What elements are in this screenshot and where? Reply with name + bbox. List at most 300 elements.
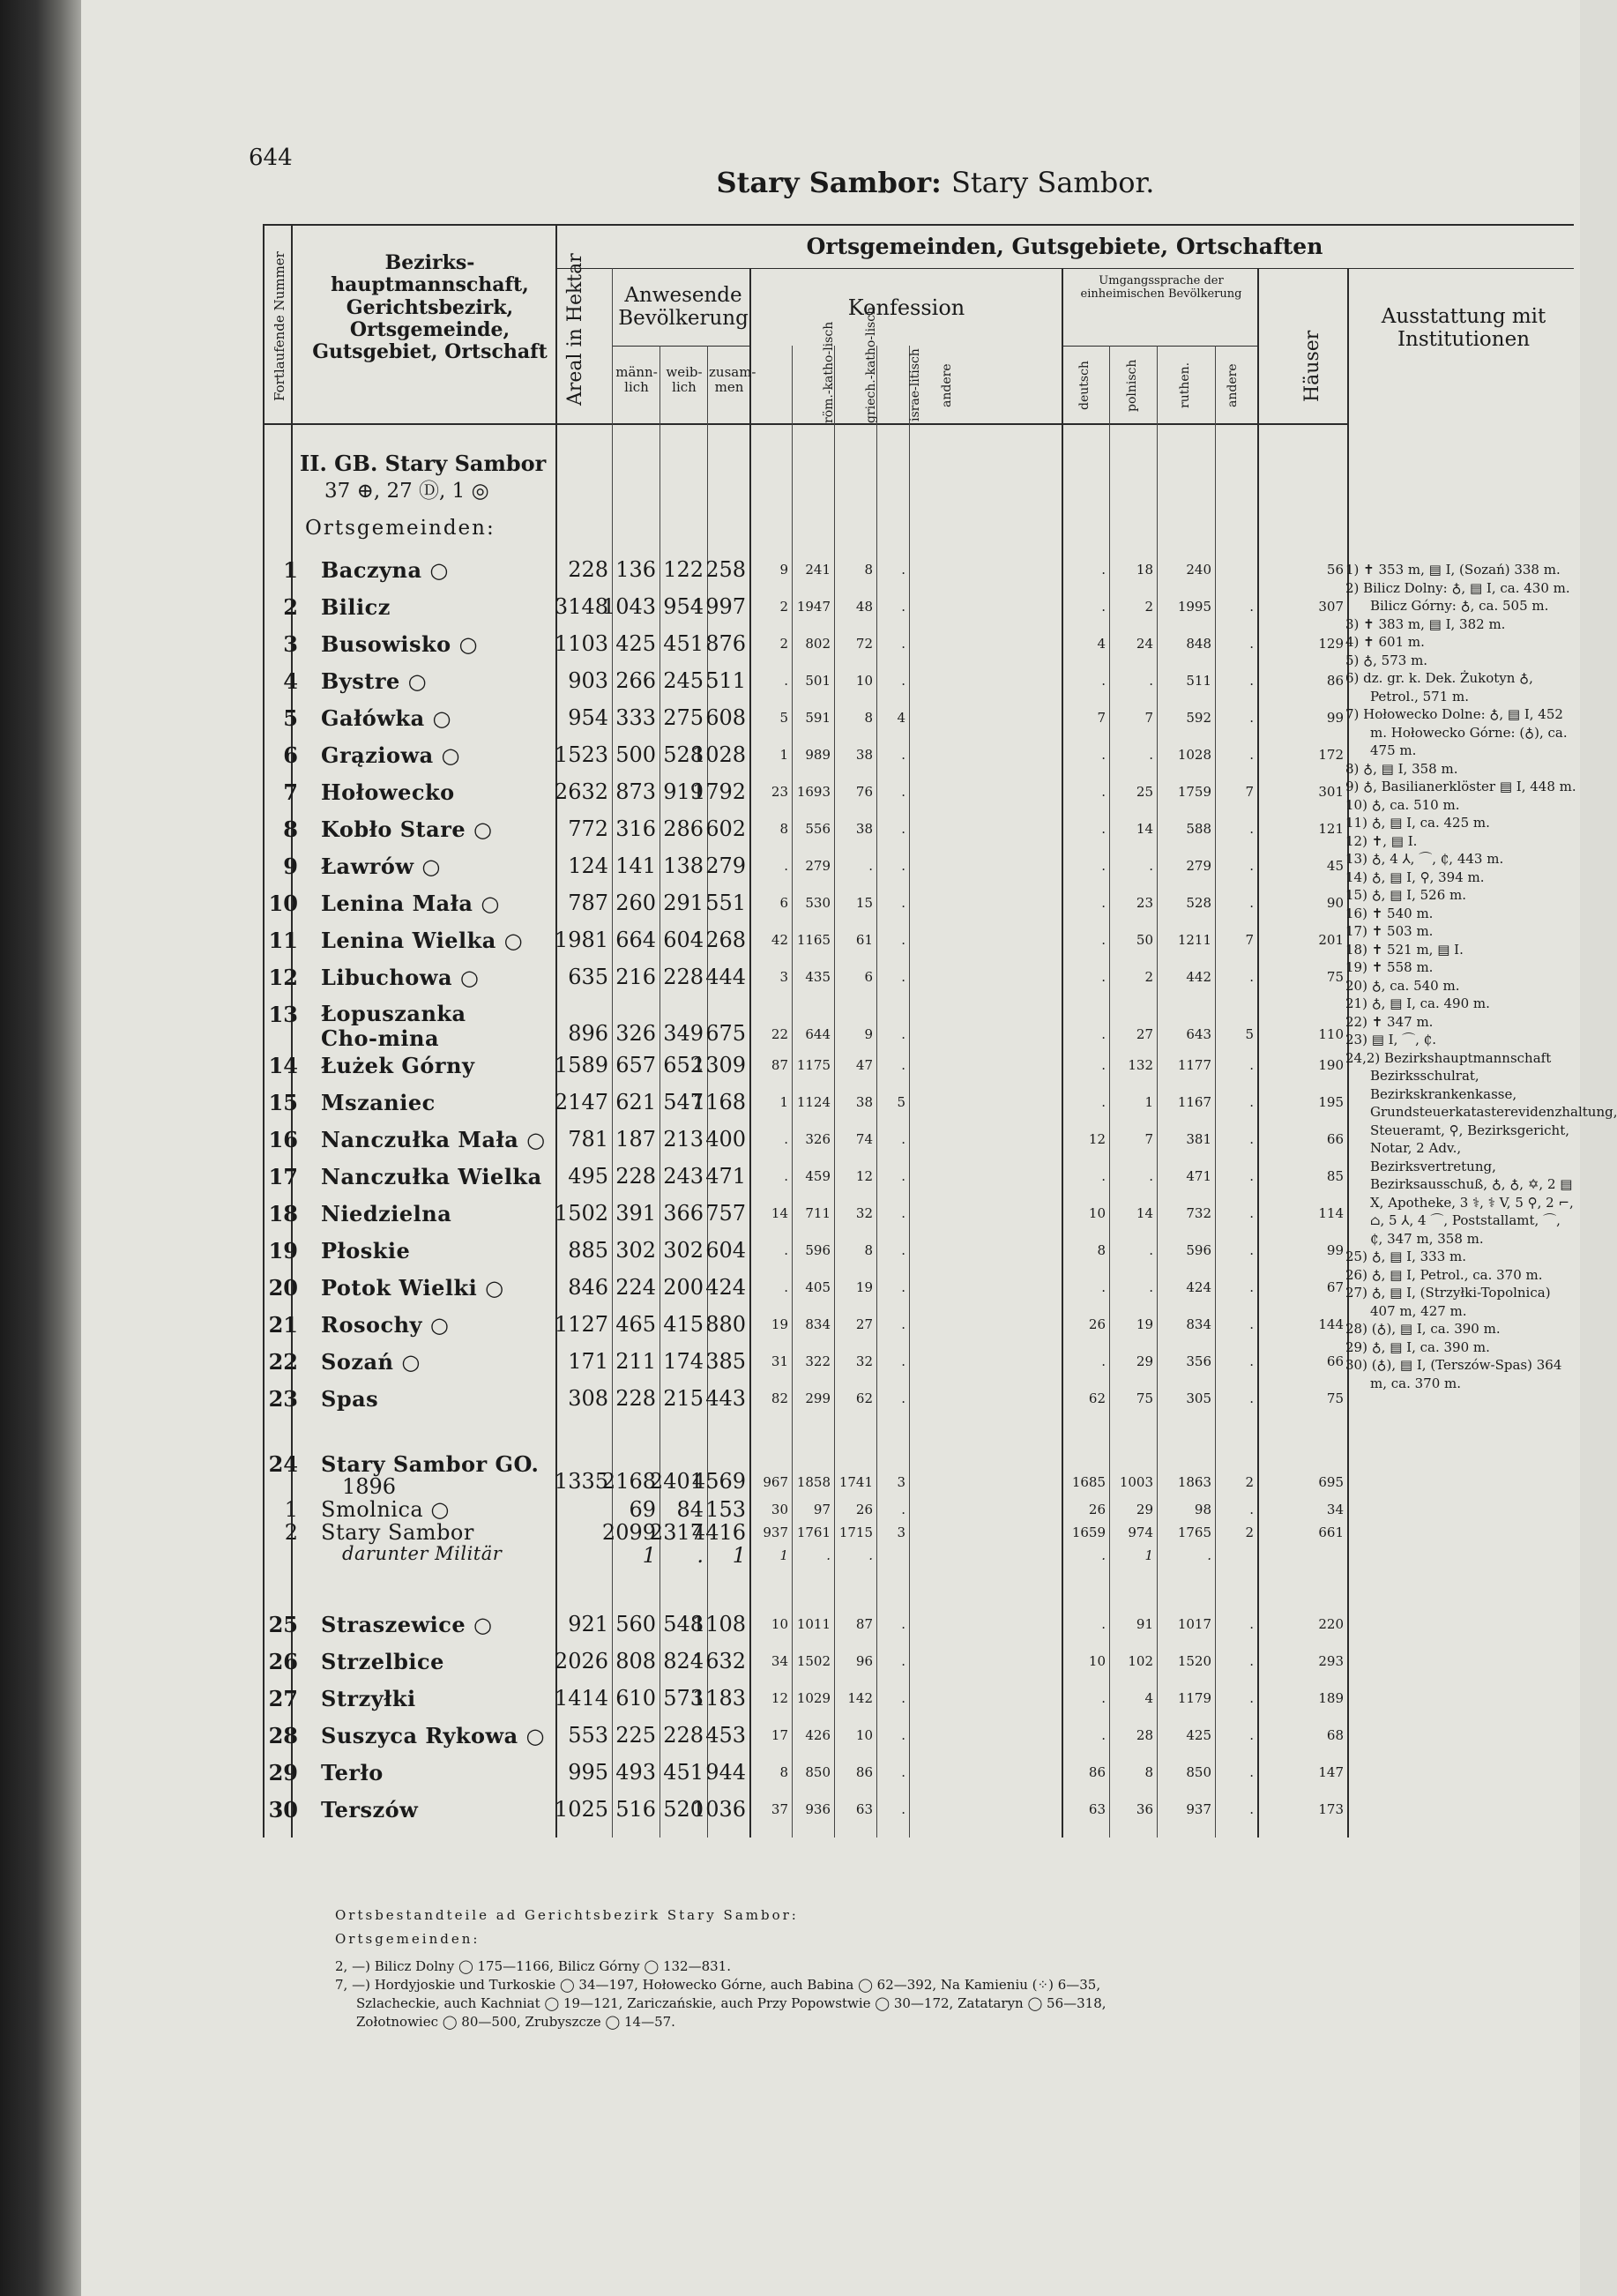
cell-ru: 848 [1186,636,1211,652]
cell-rk: . [784,1279,788,1295]
row-number: 21 [268,1312,298,1338]
notes-column [1345,561,1617,1392]
place-name: Smolnica ○ [321,1497,450,1522]
cell-is: 47 [855,1057,873,1073]
table-row [263,1157,1347,1193]
cell-m: 302 [615,1238,656,1263]
cell-an: 5 [897,1094,905,1110]
row-number: 29 [268,1760,298,1785]
place-name: Płoskie [321,1238,411,1264]
cell-a2: . [1249,1316,1254,1332]
cell-gk: 1502 [796,1653,831,1669]
cell-z: 602 [705,816,746,841]
cell-areal: 228 [568,557,608,582]
place-name: Lenina Wielka ○ [321,928,524,953]
footer-line: 7, —) Hordyjoskie und Turkoskie ◯ 34—197, Hołowecko Górne, auch Babina ◯ 62—392, Na Kamieniu (⁘) 6—35, [335,1977,1101,1993]
cell-a2: . [1249,599,1254,615]
place-name: Grąziowa ○ [321,742,460,768]
row-number: 17 [268,1164,298,1189]
place-name: Baczyna ○ [321,557,449,583]
cell-hs: 45 [1326,858,1344,874]
header-polnisch: polnisch [1125,359,1139,412]
cell-areal: 553 [568,1723,608,1748]
table-row [263,1194,1347,1230]
cell-w: 547 [663,1090,704,1114]
place-name: Gałówka ○ [321,705,451,731]
title-sub: Stary Sambor. [951,166,1155,199]
note-item: 1) ✝ 353 m, ▤ I, (Sozań) 338 m. [1345,562,1561,578]
cell-gk: 850 [805,1764,831,1780]
cell-is: 1741 [838,1474,873,1490]
cell-z: 1168 [691,1090,746,1114]
cell-de: . [1101,1353,1106,1369]
cell-m: 260 [615,891,656,915]
cell-w: 528 [663,742,704,767]
place-name: Niedzielna [321,1201,452,1226]
note-item: 6) dz. gr. k. Dek. Żukotyn ♁, Petrol., 571 m. [1345,670,1533,704]
cell-w: 286 [663,816,704,841]
cell-ru: 596 [1186,1242,1211,1258]
row-number: 4 [283,668,298,694]
cell-an: 3 [897,1524,905,1540]
cell-de: . [1101,895,1106,911]
cell-hs: 195 [1318,1094,1344,1110]
cell-z: 1997 [691,594,746,619]
table-row [263,1046,1347,1082]
place-name: Potok Wielki ○ [321,1275,504,1301]
cell-m: 425 [615,631,656,656]
cell-po: 91 [1136,1616,1153,1632]
cell-a2: . [1249,1353,1254,1369]
table-row [263,735,1347,772]
cell-z: 1183 [691,1686,746,1711]
cell-de: . [1101,1547,1106,1563]
cell-hs: 66 [1326,1353,1344,1369]
cell-po: 132 [1128,1057,1153,1073]
cell-m: 187 [615,1127,656,1152]
cell-ru: 850 [1186,1764,1211,1780]
cell-de: . [1101,673,1106,689]
cell-a2: . [1249,1279,1254,1295]
cell-an: . [901,1279,905,1295]
cell-gk: 322 [805,1353,831,1369]
cell-rk: 8 [779,821,788,837]
cell-areal: 787 [568,891,608,915]
cell-a2: . [1249,1616,1254,1632]
notes-list [1345,561,1617,1392]
place-name: Stary Sambor GO. [321,1451,540,1477]
note-item: 15) ♁, ▤ I, 526 m. [1345,887,1466,903]
cell-is: 38 [855,747,873,763]
cell-po: . [1149,1168,1153,1184]
cell-is: 86 [855,1764,873,1780]
place-name: Lenina Mała ○ [321,891,500,916]
cell-po: 18 [1136,562,1153,578]
cell-an: . [901,1653,905,1669]
cell-areal: 846 [568,1275,608,1300]
cell-is: 142 [847,1690,873,1706]
cell-w: 415 [663,1312,704,1337]
cell-w: 919 [663,779,704,804]
cell-z: 944 [705,1760,746,1785]
footer-sub: Ortsgemeinden: [335,1931,481,1947]
cell-m: 216 [615,965,656,989]
cell-de: 12 [1088,1131,1106,1147]
page-title [0,166,1580,199]
row-number: 22 [268,1349,298,1375]
place-name: Straszewice ○ [321,1612,493,1637]
cell-an: . [901,636,905,652]
cell-m: 1 [642,1543,656,1568]
cell-is: 72 [855,636,873,652]
cell-m: 621 [615,1090,656,1114]
cell-m: 141 [615,854,656,878]
cell-z: 453 [705,1723,746,1748]
cell-w: 122 [663,557,704,582]
cell-w: 451 [663,631,704,656]
cell-is: 62 [855,1390,873,1406]
row-number: 5 [283,705,298,731]
header-andere: andere [940,363,954,407]
header-zusammen: zusam-men [709,364,756,396]
cell-gk: 530 [805,895,831,911]
cell-hs: 173 [1318,1801,1344,1817]
cell-is: 87 [855,1616,873,1632]
cell-a2: . [1249,1690,1254,1706]
row-number: 12 [268,965,298,990]
row-number: 27 [268,1686,298,1711]
cell-gk: 279 [805,858,831,874]
table-row [263,883,1347,920]
cell-z: 4416 [691,1520,746,1545]
cell-a2: . [1249,1094,1254,1110]
cell-ru: 592 [1186,710,1211,726]
cell-w: 349 [663,1021,704,1046]
section-sub: 37 ⊕, 27 Ⓓ, 1 ◎ [324,480,489,503]
cell-gk: 299 [805,1390,831,1406]
cell-m: 224 [615,1275,656,1300]
note-item: 3) ✝ 383 m, ▤ I, 382 m. [1345,615,1506,632]
cell-po: 50 [1136,932,1153,948]
cell-a2: . [1249,1502,1254,1517]
cell-rk: 19 [771,1316,788,1332]
cell-an: . [901,1727,905,1743]
place-name: Hołowecko [321,779,455,805]
place-name: Nanczułka Wielka [321,1164,542,1189]
cell-w: 215 [663,1386,704,1411]
cell-areal: 635 [568,965,608,989]
cell-ru: 1520 [1177,1653,1211,1669]
cell-a2: 5 [1245,1026,1254,1042]
cell-hs: 99 [1326,710,1344,726]
cell-w: 2401 [649,1469,704,1494]
place-name: Busowisko ○ [321,631,478,657]
cell-de: . [1101,1057,1106,1073]
table-row [263,1342,1347,1378]
cell-gk: 426 [805,1727,831,1743]
cell-hs: 129 [1318,636,1344,652]
cell-a2: 7 [1245,932,1254,948]
note-item: 14) ♁, ▤ I, ⚲, 394 m. [1345,868,1485,885]
cell-gk: 459 [805,1168,831,1184]
cell-po: 1 [1144,1547,1153,1563]
cell-an: . [901,599,905,615]
table-row [263,1605,1347,1641]
cell-ru: 1167 [1177,1094,1211,1110]
cell-is: 9 [864,1026,873,1042]
cell-w: 174 [663,1349,704,1374]
cell-z: 604 [705,1238,746,1263]
cell-a2: 2 [1245,1524,1254,1540]
cell-gk: . [826,1547,831,1563]
cell-rk: 6 [779,895,788,911]
cell-z: 1036 [691,1797,746,1822]
table-row [263,1268,1347,1304]
cell-z: 880 [705,1312,746,1337]
table-row [263,587,1347,623]
cell-po: 14 [1136,821,1153,837]
cell-z: 1309 [691,1053,746,1077]
cell-rk: 2 [779,636,788,652]
cell-w: 573 [663,1686,704,1711]
cell-gk: 802 [805,636,831,652]
row-number: 28 [268,1723,298,1748]
cell-gk: 435 [805,969,831,985]
cell-po: . [1149,673,1153,689]
place-name: Spas [321,1386,379,1412]
row-number: 15 [268,1090,298,1115]
table-row [263,1642,1347,1678]
table-row [263,1790,1347,1826]
cell-z: 443 [705,1386,746,1411]
cell-hs: 307 [1318,599,1344,615]
note-item: 27) ♁, ▤ I, (Strzyłki-Topolnica) 407 m, 427 m. [1345,1285,1551,1319]
cell-ru: 528 [1186,895,1211,911]
cell-hs: 110 [1318,1026,1344,1042]
cell-areal: 495 [568,1164,608,1189]
cell-w: 302 [663,1238,704,1263]
cell-an: . [901,895,905,911]
row-number: 1 [284,1497,298,1522]
table-row [263,1231,1347,1267]
cell-is: 19 [855,1279,873,1295]
row-number: 23 [268,1386,298,1412]
cell-areal: 921 [568,1612,608,1636]
cell-is: 12 [855,1168,873,1184]
header-griech-kath: griech.-katho-lisch [864,306,878,423]
cell-po: 4 [1144,1690,1153,1706]
cell-w: 366 [663,1201,704,1226]
cell-rk: 42 [771,932,788,948]
cell-gk: 97 [813,1502,831,1517]
place-name: Ławrów ○ [321,854,441,879]
cell-de: 10 [1088,1205,1106,1221]
row-number: 3 [283,631,298,657]
cell-po: 102 [1128,1653,1153,1669]
note-item: 11) ♁, ▤ I, ca. 425 m. [1345,815,1490,831]
cell-hs: 34 [1326,1502,1344,1517]
cell-areal: 124 [568,854,608,878]
header-konfession: Konfession [847,295,965,320]
cell-w: 243 [663,1164,704,1189]
cell-an: . [901,1616,905,1632]
cell-m: 500 [615,742,656,767]
cell-gk: 1693 [796,784,831,800]
cell-gk: 1761 [796,1524,831,1540]
cell-rk: 937 [763,1524,788,1540]
row-number: 10 [268,891,298,916]
note-item: 17) ✝ 503 m. [1345,923,1434,939]
footer-heading: Ortsbestandteile ad Gerichtsbezirk Stary Sambor: [335,1907,799,1923]
cell-an: . [901,1242,905,1258]
cell-z: 675 [705,1021,746,1046]
table-row [263,846,1347,883]
cell-de: 1685 [1071,1474,1106,1490]
place-name: Libuchowa ○ [321,965,480,990]
cell-w: 275 [663,705,704,730]
title-main: Stary Sambor: [716,166,942,199]
cell-is: 8 [864,710,873,726]
header-ortsgemeinden: Ortsgemeinden, Gutsgebiete, Ortschaften [806,234,1323,259]
cell-rk: 8 [779,1764,788,1780]
header-anwesende: Anwesende Bevölkerung [618,284,749,331]
cell-rk: 2 [779,599,788,615]
cell-rk: 1 [779,1547,788,1563]
cell-an: . [901,1026,905,1042]
cell-z: 1108 [691,1612,746,1636]
cell-a2: . [1249,821,1254,837]
cell-ru: 834 [1186,1316,1211,1332]
cell-is: 61 [855,932,873,948]
table-row [263,921,1347,957]
cell-rk: 1 [779,1094,788,1110]
place-name: Mszaniec [321,1090,436,1115]
cell-areal: 995 [568,1760,608,1785]
cell-z: 400 [705,1127,746,1152]
cell-de: 26 [1088,1316,1106,1332]
cell-w: 84 [676,1497,704,1522]
cell-z: 1792 [691,779,746,804]
header-andere2: andere [1226,363,1240,407]
cell-ru: 1765 [1177,1524,1211,1540]
cell-gk: 405 [805,1279,831,1295]
cell-ru: 937 [1186,1801,1211,1817]
place-name: Kobło Stare ○ [321,816,493,842]
cell-is: 27 [855,1316,873,1332]
cell-areal: 1414 [554,1686,608,1711]
cell-an: . [901,932,905,948]
cell-a2: . [1249,636,1254,652]
cell-is: 38 [855,1094,873,1110]
cell-a2: . [1249,1057,1254,1073]
cell-m: 136 [615,557,656,582]
cell-hs: 99 [1326,1242,1344,1258]
cell-areal: 1103 [554,631,608,656]
cell-ru: 1177 [1177,1057,1211,1073]
note-item: 29) ♁, ▤ I, ca. 390 m. [1345,1338,1490,1355]
cell-ru: 511 [1186,673,1211,689]
cell-po: 29 [1136,1502,1153,1517]
header-israel: israe-litisch [908,348,922,422]
cell-z: 1268 [691,928,746,952]
place-name: Łużek Górny [321,1053,475,1078]
note-item: 2) Bilicz Dolny: ♁, ▤ I, ca. 430 m. Bilicz Górny: ♁, ca. 505 m. [1345,579,1570,614]
row-number: 30 [268,1797,298,1823]
cell-hs: 172 [1318,747,1344,763]
cell-an: . [901,1168,905,1184]
row-number: 8 [283,816,298,842]
cell-de: . [1101,932,1106,948]
cell-de: . [1101,562,1106,578]
cell-a2: . [1249,1801,1254,1817]
cell-m: 228 [615,1164,656,1189]
cell-a2: . [1249,858,1254,874]
cell-gk: 1011 [796,1616,831,1632]
cell-po: 1003 [1119,1474,1153,1490]
cell-is: 10 [855,1727,873,1743]
cell-z: 444 [705,965,746,989]
place-name: Strzelbice [321,1649,444,1674]
cell-a2: 7 [1245,784,1254,800]
cell-areal: 308 [568,1386,608,1411]
cell-po: 19 [1136,1316,1153,1332]
cell-areal: 954 [568,705,608,730]
cell-de: 4 [1097,636,1106,652]
note-item: 24,2) Bezirkshauptmannschaft Bezirksschulrat, Bezirkskrankenkasse, Grundsteuerkatasterevidenzhaltung, Steueramt, ⚲, Bezirksgericht, Notar, 2 Adv., Bezirksvertretung, Bezirksausschuß, ♁, ♁, ✡, 2 ▤ X, Apotheke, 3 ⚕, ⚕ V, 5 ⚲, 2 ⌐, ⌂, 5 ⅄, 4 ⌒, Poststallamt, ⌒, ₵, 347 m, 358 m. [1345,1049,1617,1247]
cell-m: 69 [629,1497,656,1522]
cell-ru: 1995 [1177,599,1211,615]
cell-w: 200 [663,1275,704,1300]
cell-z: 551 [705,891,746,915]
cell-gk: 1175 [796,1057,831,1073]
cell-z: 876 [705,631,746,656]
cell-m: 2168 [601,1469,656,1494]
table-row [263,698,1347,734]
row-number: 9 [283,854,298,879]
row-number: 16 [268,1127,298,1152]
cell-po: 29 [1136,1353,1153,1369]
cell-w: 604 [663,928,704,952]
cell-ru: 424 [1186,1279,1211,1295]
table-row [263,995,1347,1051]
cell-an: . [901,747,905,763]
cell-gk: 1947 [796,599,831,615]
cell-an: . [901,1205,905,1221]
cell-de: . [1101,599,1106,615]
row-number: 11 [268,928,298,953]
cell-an: . [901,1316,905,1332]
section-heading: II. GB. Stary Sambor [300,451,547,476]
cell-an: . [901,1764,905,1780]
cell-m: 326 [615,1021,656,1046]
cell-rk: 9 [779,562,788,578]
table-row [263,1083,1347,1119]
cell-po: . [1149,858,1153,874]
cell-an: . [901,1057,905,1073]
header-umgangssprache: Umgangssprache der einheimischen Bevölkerung [1080,274,1242,301]
cell-is: 74 [855,1131,873,1147]
military-label: darunter Militär [342,1543,503,1564]
cell-po: . [1149,1242,1153,1258]
cell-a2: . [1249,710,1254,726]
cell-ru: 356 [1186,1353,1211,1369]
table-row [263,1120,1347,1156]
footer-line: Zołotnowiec ◯ 80—500, Zrubyszcze ◯ 14—57. [356,2014,675,2030]
cell-hs: 75 [1326,1390,1344,1406]
place-name: Terszów [321,1797,419,1823]
cell-de: 1659 [1071,1524,1106,1540]
cell-rk: 12 [771,1690,788,1706]
